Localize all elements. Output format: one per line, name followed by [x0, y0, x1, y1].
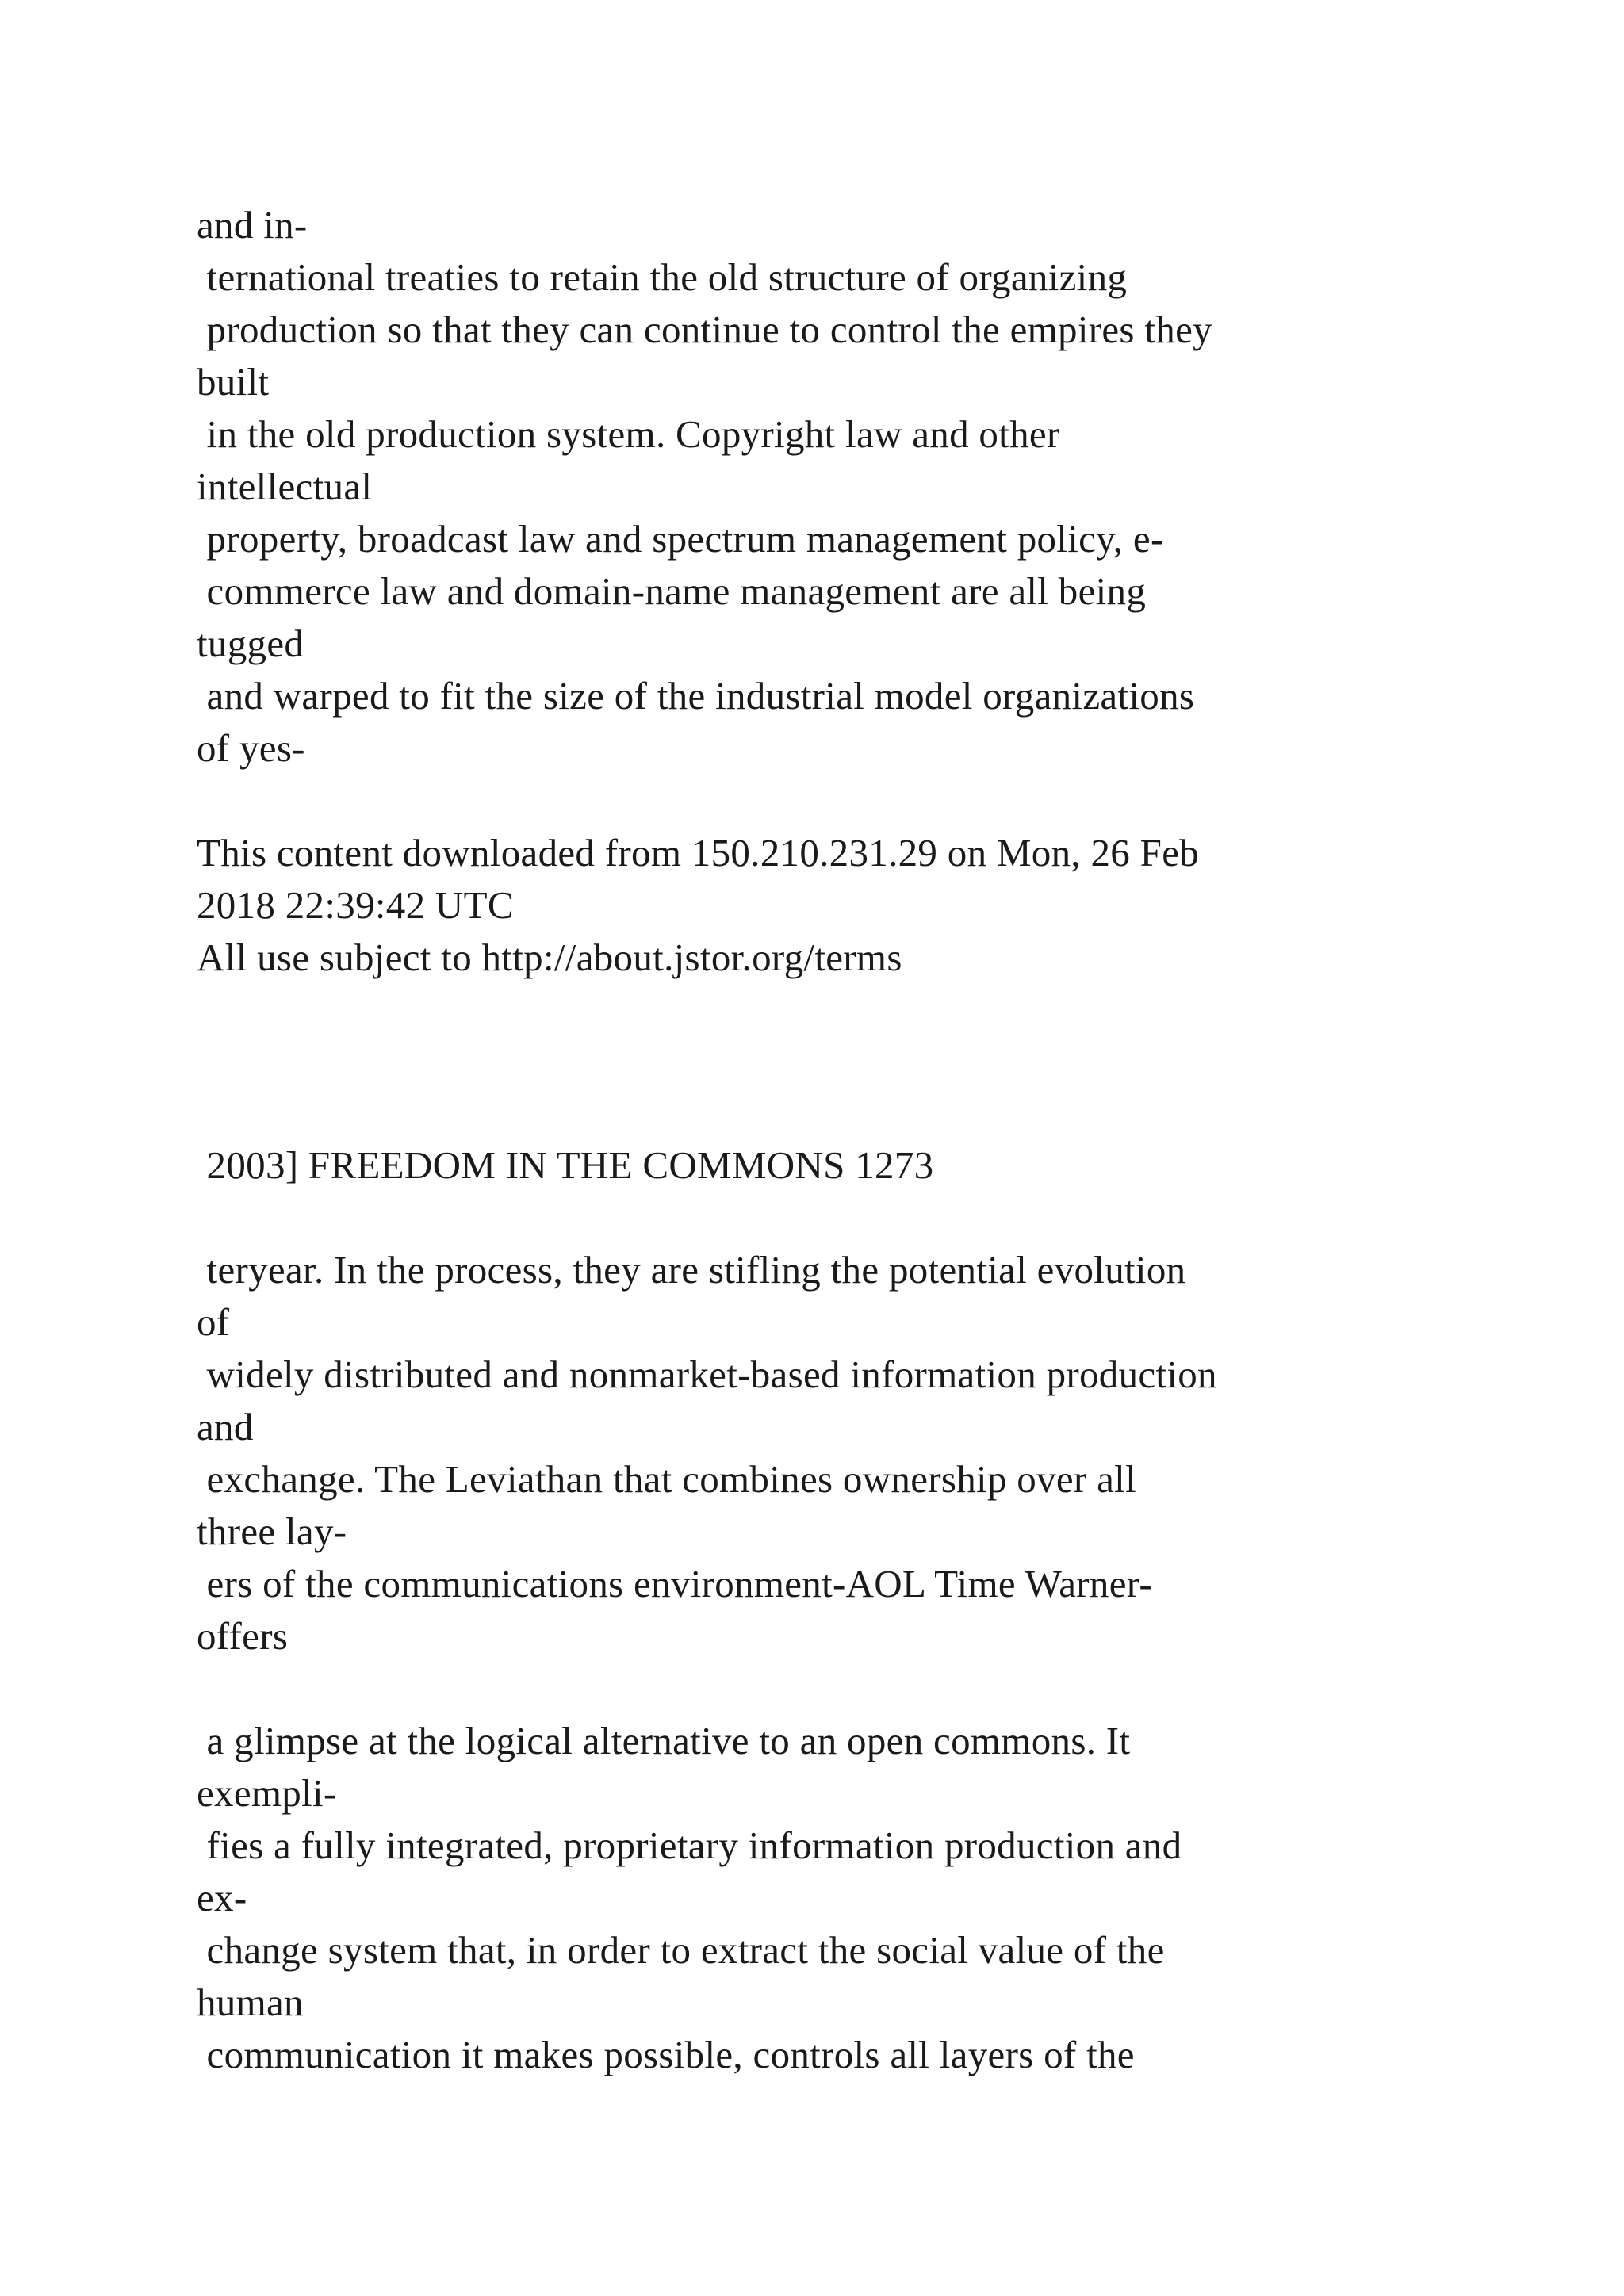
text-line: communication it makes possible, controls all layers of the [197, 2033, 1135, 2076]
text-line: and in- [197, 203, 308, 247]
text-line: in the old production system. Copyright law and other [197, 412, 1060, 456]
text-line: built [197, 360, 270, 404]
text-line: intellectual [197, 465, 373, 508]
text-line: ers of the communications environment-AOL Time Warner- [197, 1562, 1153, 1605]
text-line: ternational treaties to retain the old structure of organizing [197, 255, 1128, 299]
text-line: of [197, 1300, 230, 1344]
text-line: widely distributed and nonmarket-based information production [197, 1353, 1217, 1396]
text-line: and [197, 1405, 254, 1448]
text-line: offers [197, 1614, 289, 1658]
terms-notice: All use subject to http://about.jstor.org/terms [197, 936, 902, 979]
text-line: human [197, 1980, 304, 2024]
text-line: of yes- [197, 726, 305, 770]
text-line: commerce law and domain-name management are all being [197, 569, 1147, 613]
download-timestamp: 2018 22:39:42 UTC [197, 883, 514, 927]
text-line: production so that they can continue to control the empires they [197, 308, 1212, 351]
text-line: teryear. In the process, they are stifling the potential evolution [197, 1248, 1186, 1292]
text-line: and warped to fit the size of the industrial model organizations [197, 674, 1195, 718]
text-line: a glimpse at the logical alternative to an open commons. It [197, 1719, 1131, 1762]
text-line: property, broadcast law and spectrum management policy, e- [197, 517, 1164, 561]
running-header: 2003] FREEDOM IN THE COMMONS 1273 [197, 1143, 934, 1187]
text-line: ex- [197, 1876, 247, 1919]
text-line: exchange. The Leviathan that combines ownership over all [197, 1457, 1136, 1501]
text-line: tugged [197, 622, 304, 665]
download-notice: This content downloaded from 150.210.231.29 on Mon, 26 Feb [197, 831, 1200, 874]
text-line: change system that, in order to extract the social value of the [197, 1928, 1165, 1972]
text-line: fies a fully integrated, proprietary information production and [197, 1823, 1182, 1867]
text-line: exempli- [197, 1771, 337, 1815]
text-line: three lay- [197, 1510, 347, 1553]
